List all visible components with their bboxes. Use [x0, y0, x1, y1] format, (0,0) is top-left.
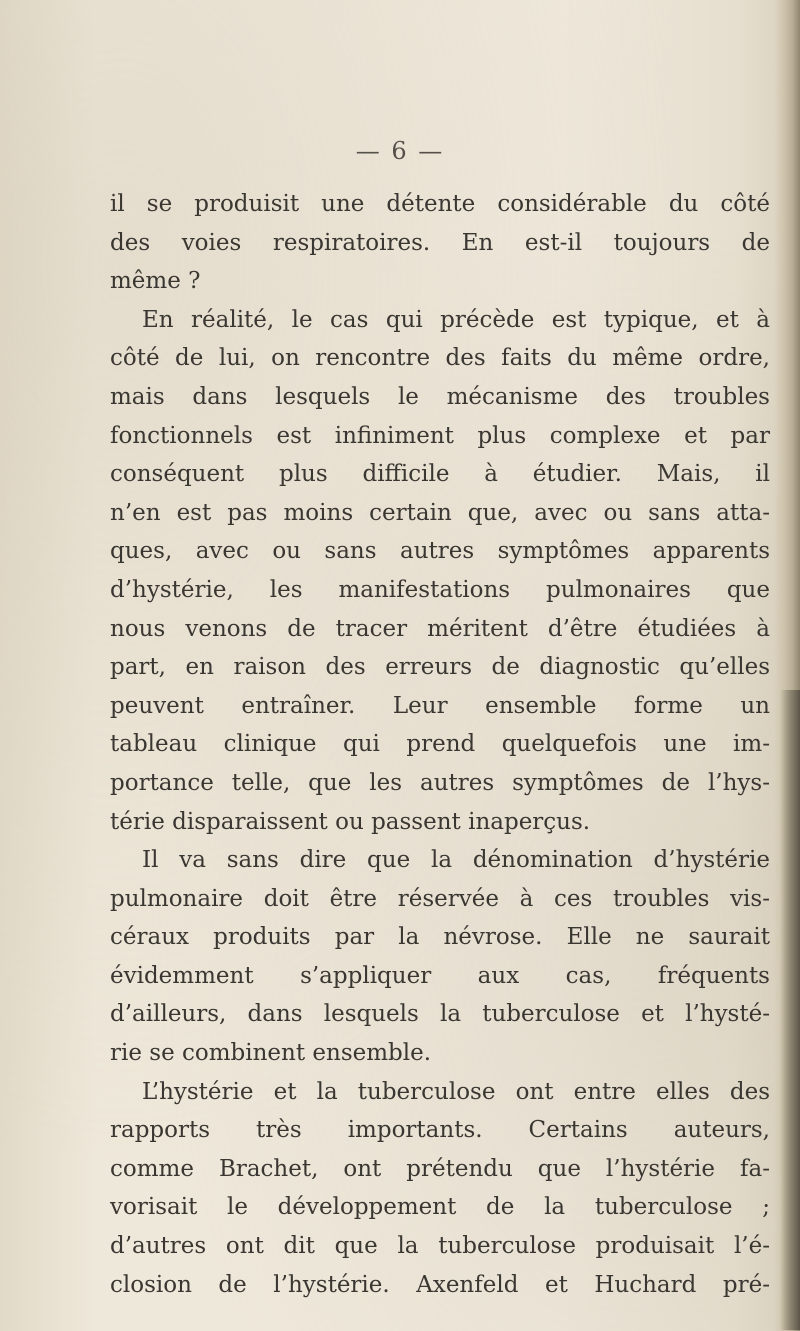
text-line: ques, avec ou sans autres symptômes apparents — [110, 538, 770, 565]
text-line: conséquent plus difficile à étudier. Mais, il — [110, 461, 770, 488]
text-line: rapports très importants. Certains auteurs, — [110, 1117, 770, 1144]
text-line: même ? — [110, 268, 201, 295]
text-line: Il va sans dire que la dénomination d’hystérie — [142, 847, 770, 874]
text-line: part, en raison des erreurs de diagnostic qu’elles — [110, 654, 770, 681]
text-line: peuvent entraîner. Leur ensemble forme un — [110, 692, 770, 719]
text-line: évidemment s’appliquer aux cas, fréquents — [110, 962, 770, 989]
text-line: il se produisit une détente considérable du côté — [110, 191, 770, 217]
text-line: En réalité, le cas qui précède est typique, et à — [142, 306, 770, 333]
text-line: L’hystérie et la tuberculose ont entre elles des — [142, 1078, 770, 1105]
text-line: céraux produits par la névrose. Elle ne saurait — [110, 924, 770, 951]
body-text — [110, 185, 770, 1304]
text-line: nous venons de tracer méritent d’être étudiées à — [110, 615, 770, 642]
text-line: n’en est pas moins certain que, avec ou sans atta- — [110, 499, 770, 526]
text-line: comme Brachet, ont prétendu que l’hystérie fa- — [110, 1155, 770, 1182]
text-line: vorisait le développement de la tuberculose ; — [110, 1194, 770, 1221]
text-line: closion de l’hystérie. Axenfeld et Huchard pré- — [110, 1271, 770, 1298]
text-line: des voies respiratoires. En est-il toujours de — [110, 229, 770, 256]
text-line: térie disparaissent ou passent inaperçus. — [110, 808, 591, 835]
text-line: pulmonaire doit être réservée à ces troubles vis- — [110, 885, 770, 912]
text-line: d’autres ont dit que la tuberculose produisait l’é- — [110, 1233, 770, 1260]
book-spine-shadow — [780, 690, 800, 1330]
text-line: portance telle, que les autres symptômes de l’hys- — [110, 769, 770, 796]
text-line: tableau clinique qui prend quelquefois une im- — [110, 731, 770, 758]
text-line: rie se combinent ensemble. — [110, 1040, 432, 1067]
text-line: d’ailleurs, dans lesquels la tuberculose et l’hysté- — [110, 1001, 770, 1028]
text-line: fonctionnels est infiniment plus complexe et par — [110, 422, 770, 449]
text-line: côté de lui, on rencontre des faits du même ordre, — [110, 345, 770, 372]
page-number: — 6 — — [355, 137, 445, 165]
text-line: d’hystérie, les manifestations pulmonaires que — [110, 576, 770, 603]
text-line: mais dans lesquels le mécanisme des troubles — [110, 383, 770, 410]
